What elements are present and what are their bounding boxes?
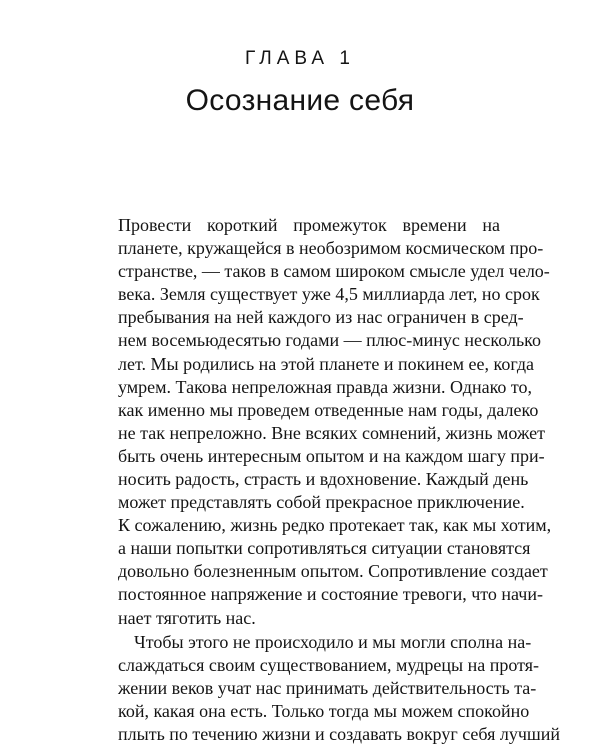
text-line: постоянное напряжение и состояние тревоги, что начи- [118,584,543,604]
text-line: плыть по течению жизни и создавать вокруг себя лучший [118,724,561,744]
text-line: как именно мы проведем отведенные нам годы, далеко [118,400,539,420]
text-line: века. Земля существует уже 4,5 миллиарда лет, но срок [118,284,540,304]
text-line: нем восемьюдесятью годами — плюс-минус несколько [118,330,542,350]
text-line: Провести короткий промежуток времени на [118,215,500,235]
text-line: не так непреложно. Вне всяких сомнений, жизнь может [118,423,546,443]
chapter-label: ГЛАВА 1 [245,48,355,69]
text-line: планете, кружащейся в необозримом космическом про- [118,238,544,258]
text-line: странстве, — таков в самом широком смысле удел чело- [118,261,550,281]
text-line: Чтобы этого не происходило и мы могли сполна на- [134,632,532,652]
text-line: может представлять собой прекрасное приключение. [118,492,525,512]
text-line: слаждаться своим существованием, мудрецы на протя- [118,655,540,675]
text-line: нает тяготить нас. [118,608,256,628]
text-line: быть очень интересным опытом и на каждом шагу при- [118,446,545,466]
text-line: кой, какая она есть. Только тогда мы можем спокойно [118,701,530,721]
text-line: довольно болезненным опытом. Сопротивление создает [118,561,548,581]
text-line: умрем. Такова непреложная правда жизни. Однако то, [118,377,533,397]
text-line: К сожалению, жизнь редко протекает так, как мы хотим, [118,515,552,535]
text-line: лет. Мы родились на этой планете и покинем ее, когда [118,354,534,374]
chapter-title: Осознание себя [185,84,415,117]
text-line: носить радость, страсть и вдохновение. Каждый день [118,469,529,489]
text-line: а наши попытки сопротивляться ситуации становятся [118,538,531,558]
text-line: жении веков учат нас принимать действительность та- [118,678,537,698]
text-line: пребывания на ней каждого из нас ограничен в сред- [118,307,524,327]
